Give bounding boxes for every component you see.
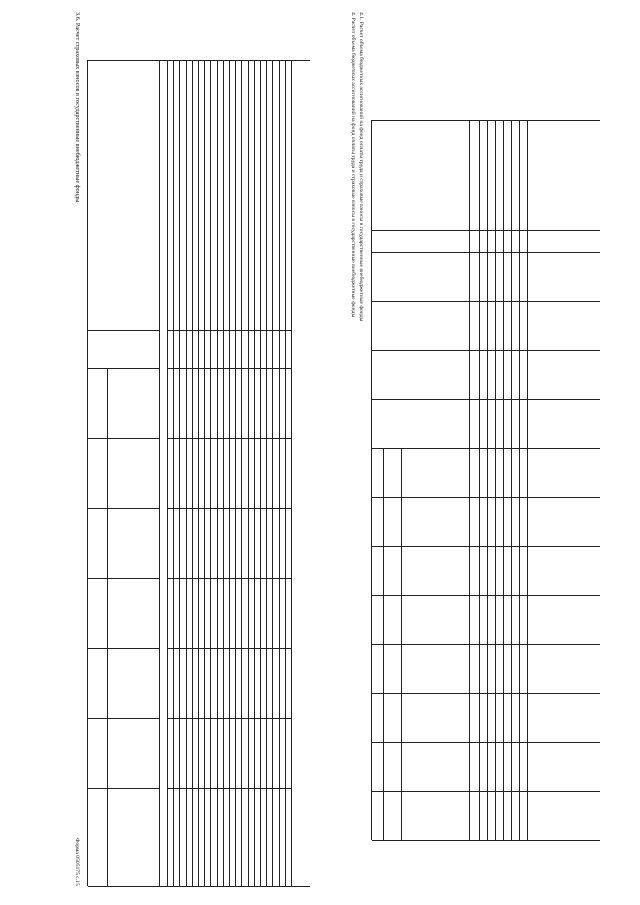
rule-line	[168, 648, 292, 649]
rule-line	[88, 788, 160, 789]
rule-line	[241, 60, 242, 886]
rule-line	[527, 120, 528, 840]
rule-line	[217, 60, 218, 886]
rule-line	[198, 60, 199, 886]
rule-line	[372, 230, 600, 231]
rule-line	[88, 508, 160, 509]
rule-line	[372, 252, 600, 253]
rule-line	[107, 368, 108, 886]
rule-line	[479, 120, 480, 840]
rule-line	[168, 718, 292, 719]
rule-line	[371, 120, 372, 840]
rule-line	[168, 330, 292, 331]
rule-line	[88, 368, 160, 369]
rule-line	[186, 60, 187, 886]
rule-line	[235, 60, 236, 886]
rule-line	[372, 350, 600, 351]
rule-line	[88, 330, 160, 331]
rule-line	[87, 60, 88, 886]
rule-line	[159, 60, 160, 886]
rule-line	[372, 546, 600, 547]
rule-line	[192, 60, 193, 886]
rule-line	[372, 497, 600, 498]
rule-line	[372, 448, 600, 449]
rule-line	[519, 120, 520, 840]
rule-line	[372, 742, 600, 743]
rule-line	[372, 399, 600, 400]
rule-line	[168, 578, 292, 579]
rule-line	[272, 60, 273, 886]
rule-line	[511, 120, 512, 840]
rule-line	[223, 60, 224, 886]
rule-line	[88, 886, 310, 887]
rule-line	[279, 60, 280, 886]
rule-line	[229, 60, 230, 886]
form-code: Форма 0505175 с.15	[74, 838, 80, 886]
rule-line	[503, 120, 504, 840]
rule-line	[173, 60, 174, 886]
rule-line	[372, 791, 600, 792]
rule-line	[88, 718, 160, 719]
rule-line	[179, 60, 180, 886]
rule-line	[372, 644, 600, 645]
section-1-title: 3.6. Расчет страховых взносов в государственные внебюджетные фонды	[74, 12, 81, 203]
rule-line	[88, 438, 160, 439]
rule-line	[372, 301, 600, 302]
rule-line	[88, 648, 160, 649]
rule-line	[372, 693, 600, 694]
rule-line	[487, 120, 488, 840]
rule-line	[383, 448, 384, 840]
rule-line	[210, 60, 211, 886]
rule-line	[167, 60, 168, 886]
rule-line	[88, 578, 160, 579]
rule-line	[248, 60, 249, 886]
rule-line	[168, 508, 292, 509]
rule-line	[254, 60, 255, 886]
rule-line	[372, 595, 600, 596]
rule-line	[495, 120, 496, 840]
rule-line	[401, 448, 402, 840]
rule-line	[266, 60, 267, 886]
rule-line	[88, 60, 310, 61]
rule-line	[291, 60, 292, 886]
rule-line	[372, 840, 600, 841]
rule-line	[168, 788, 292, 789]
rule-line	[260, 60, 261, 886]
rule-line	[168, 368, 292, 369]
section-2-subtitle: 4.1. Расчет объема бюджетных ассигнований на фонд оплаты труда и страховые взносы в государственные внебюджетные фонды	[358, 12, 364, 322]
rule-line	[168, 438, 292, 439]
rule-line	[372, 120, 600, 121]
section-2-title: 4. Расчет объема бюджетных ассигнований на фонд оплаты труда и страховые взносы в государственные внебюджетные фонды	[350, 12, 356, 318]
rule-line	[204, 60, 205, 886]
rule-line	[285, 60, 286, 886]
rule-line	[469, 120, 470, 840]
